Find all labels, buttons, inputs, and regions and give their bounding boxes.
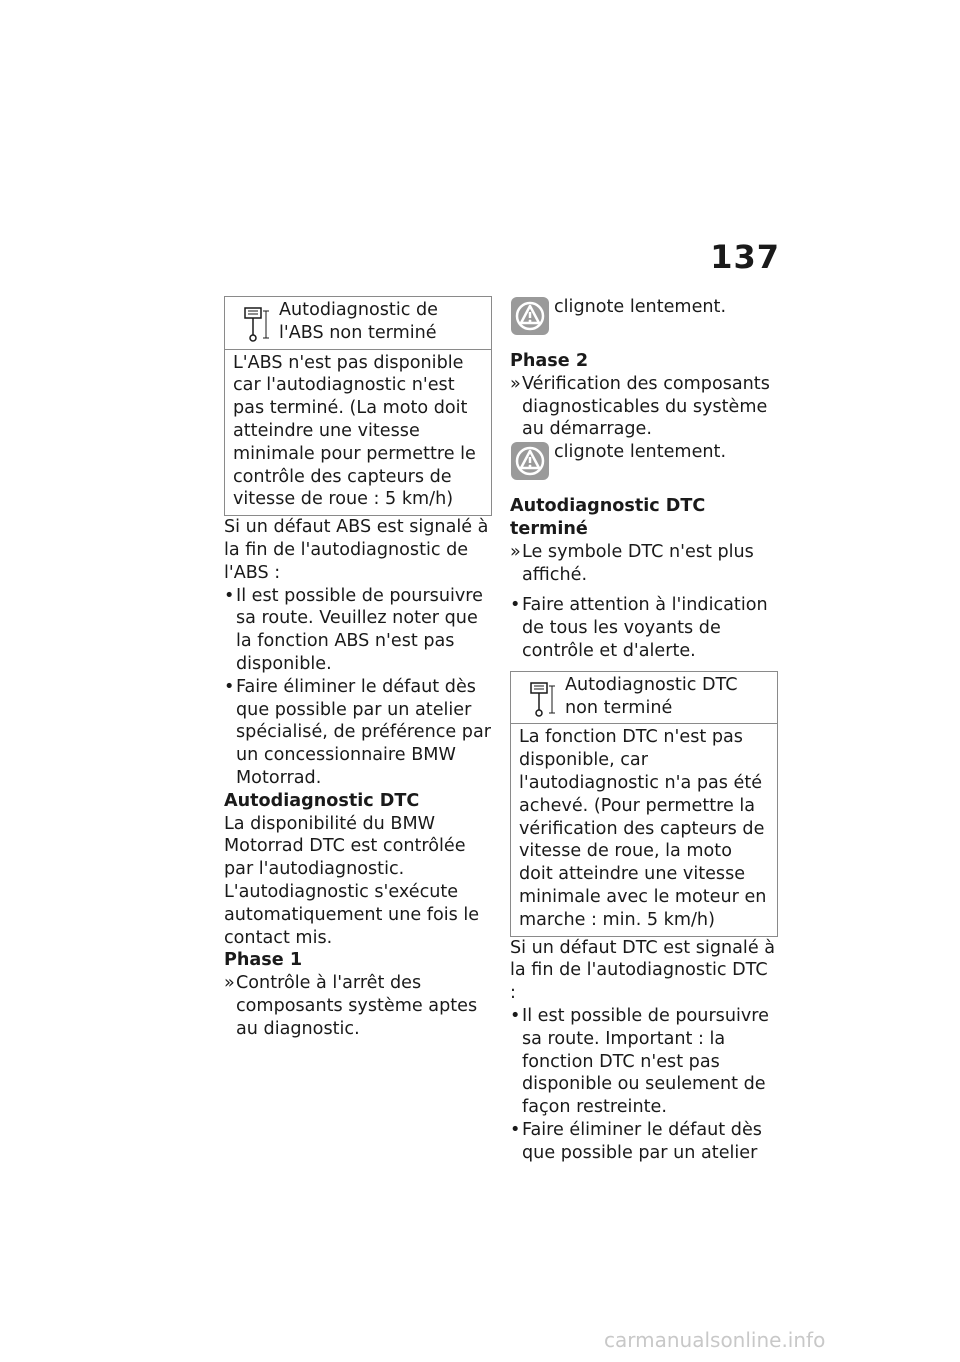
dtc-done-heading: Autodiagnostic DTC terminé: [510, 496, 706, 539]
dtc-fault-intro: Si un défaut DTC est signalé à la fin de l'autodiagnostic DTC :: [510, 937, 776, 1004]
page-number: 137: [710, 238, 780, 276]
dtc-warning-light-icon: [510, 441, 550, 481]
abs-fault-intro: Si un défaut ABS est signalé à la fin de l'autodiagnostic de l'ABS :: [224, 517, 489, 583]
phase2-heading: Phase 2: [510, 351, 589, 371]
abs-box-title: Autodiagnostic de l'ABS non terminé: [279, 300, 438, 343]
dtc-box-title: Autodiagnostic DTC non terminé: [565, 674, 738, 718]
phase2-step: » Vérification des composants diagnosticables du système au démarrage.: [510, 373, 778, 441]
dtc-warning-light-icon: [510, 296, 550, 336]
dtc-bullet-1: • Il est possible de poursuivre sa route. Important : la fonction DTC n'est pas disponible ou seulement de façon restreinte.: [510, 1005, 778, 1119]
abs-box-header: [225, 297, 491, 350]
dtc-text: La disponibilité du BMW Motorrad DTC est contrôlée par l'autodiagnostic. L'autodiagnostic s'exécute automatiquement une fois le contact mis.: [224, 813, 480, 948]
abs-box-body: L'ABS n'est pas disponible car l'autodiagnostic n'est pas terminé. (La moto doit atteindre une vitesse minimale pour permettre le contrôle des capteurs de vitesse de roue : 5 km/h): [233, 352, 476, 510]
blink-row-2: [510, 441, 778, 481]
dtc-box-header: [511, 672, 777, 725]
blink-text-1: clignote lentement.: [554, 297, 727, 317]
dtc-box-body: La fonction DTC n'est pas disponible, car l'autodiagnostic n'a pas été achevé. (Pour permettre la vérification des capteurs de vitesse de roue, la moto doit atteindre une vitesse minimale avec le moteur en marche : min. 5 km/h): [519, 727, 767, 930]
blink-row-1: [510, 296, 778, 336]
dtc-bullet-2: • Faire éliminer le défaut dès que possible par un atelier: [510, 1119, 778, 1165]
phase1-heading: Phase 1: [224, 950, 303, 971]
phase1-step: » Contrôle à l'arrêt des composants système aptes au diagnostic.: [224, 972, 492, 1040]
diagnostic-gauge-icon: [233, 299, 279, 345]
dtc-heading: Autodiagnostic DTC: [224, 790, 420, 811]
right-column: [510, 296, 778, 1165]
abs-diagnostic-box: [224, 296, 492, 516]
watermark: carmanualsonline.info: [604, 1328, 826, 1352]
left-column: [224, 296, 492, 1041]
dtc-done-bullet: • Faire attention à l'indication de tous les voyants de contrôle et d'alerte.: [510, 594, 778, 662]
dtc-done-step: » Le symbole DTC n'est plus affiché.: [510, 541, 778, 587]
dtc-diagnostic-box: [510, 671, 778, 937]
blink-text-2: clignote lentement.: [554, 442, 727, 463]
abs-bullet-1: • Il est possible de poursuivre sa route. Veuillez noter que la fonction ABS n'est pas disponible.: [224, 585, 492, 676]
diagnostic-gauge-icon: [519, 674, 565, 720]
abs-bullet-2: • Faire éliminer le défaut dès que possible par un atelier spécialisé, de préférence par un concessionnaire BMW Motorrad.: [224, 676, 492, 790]
